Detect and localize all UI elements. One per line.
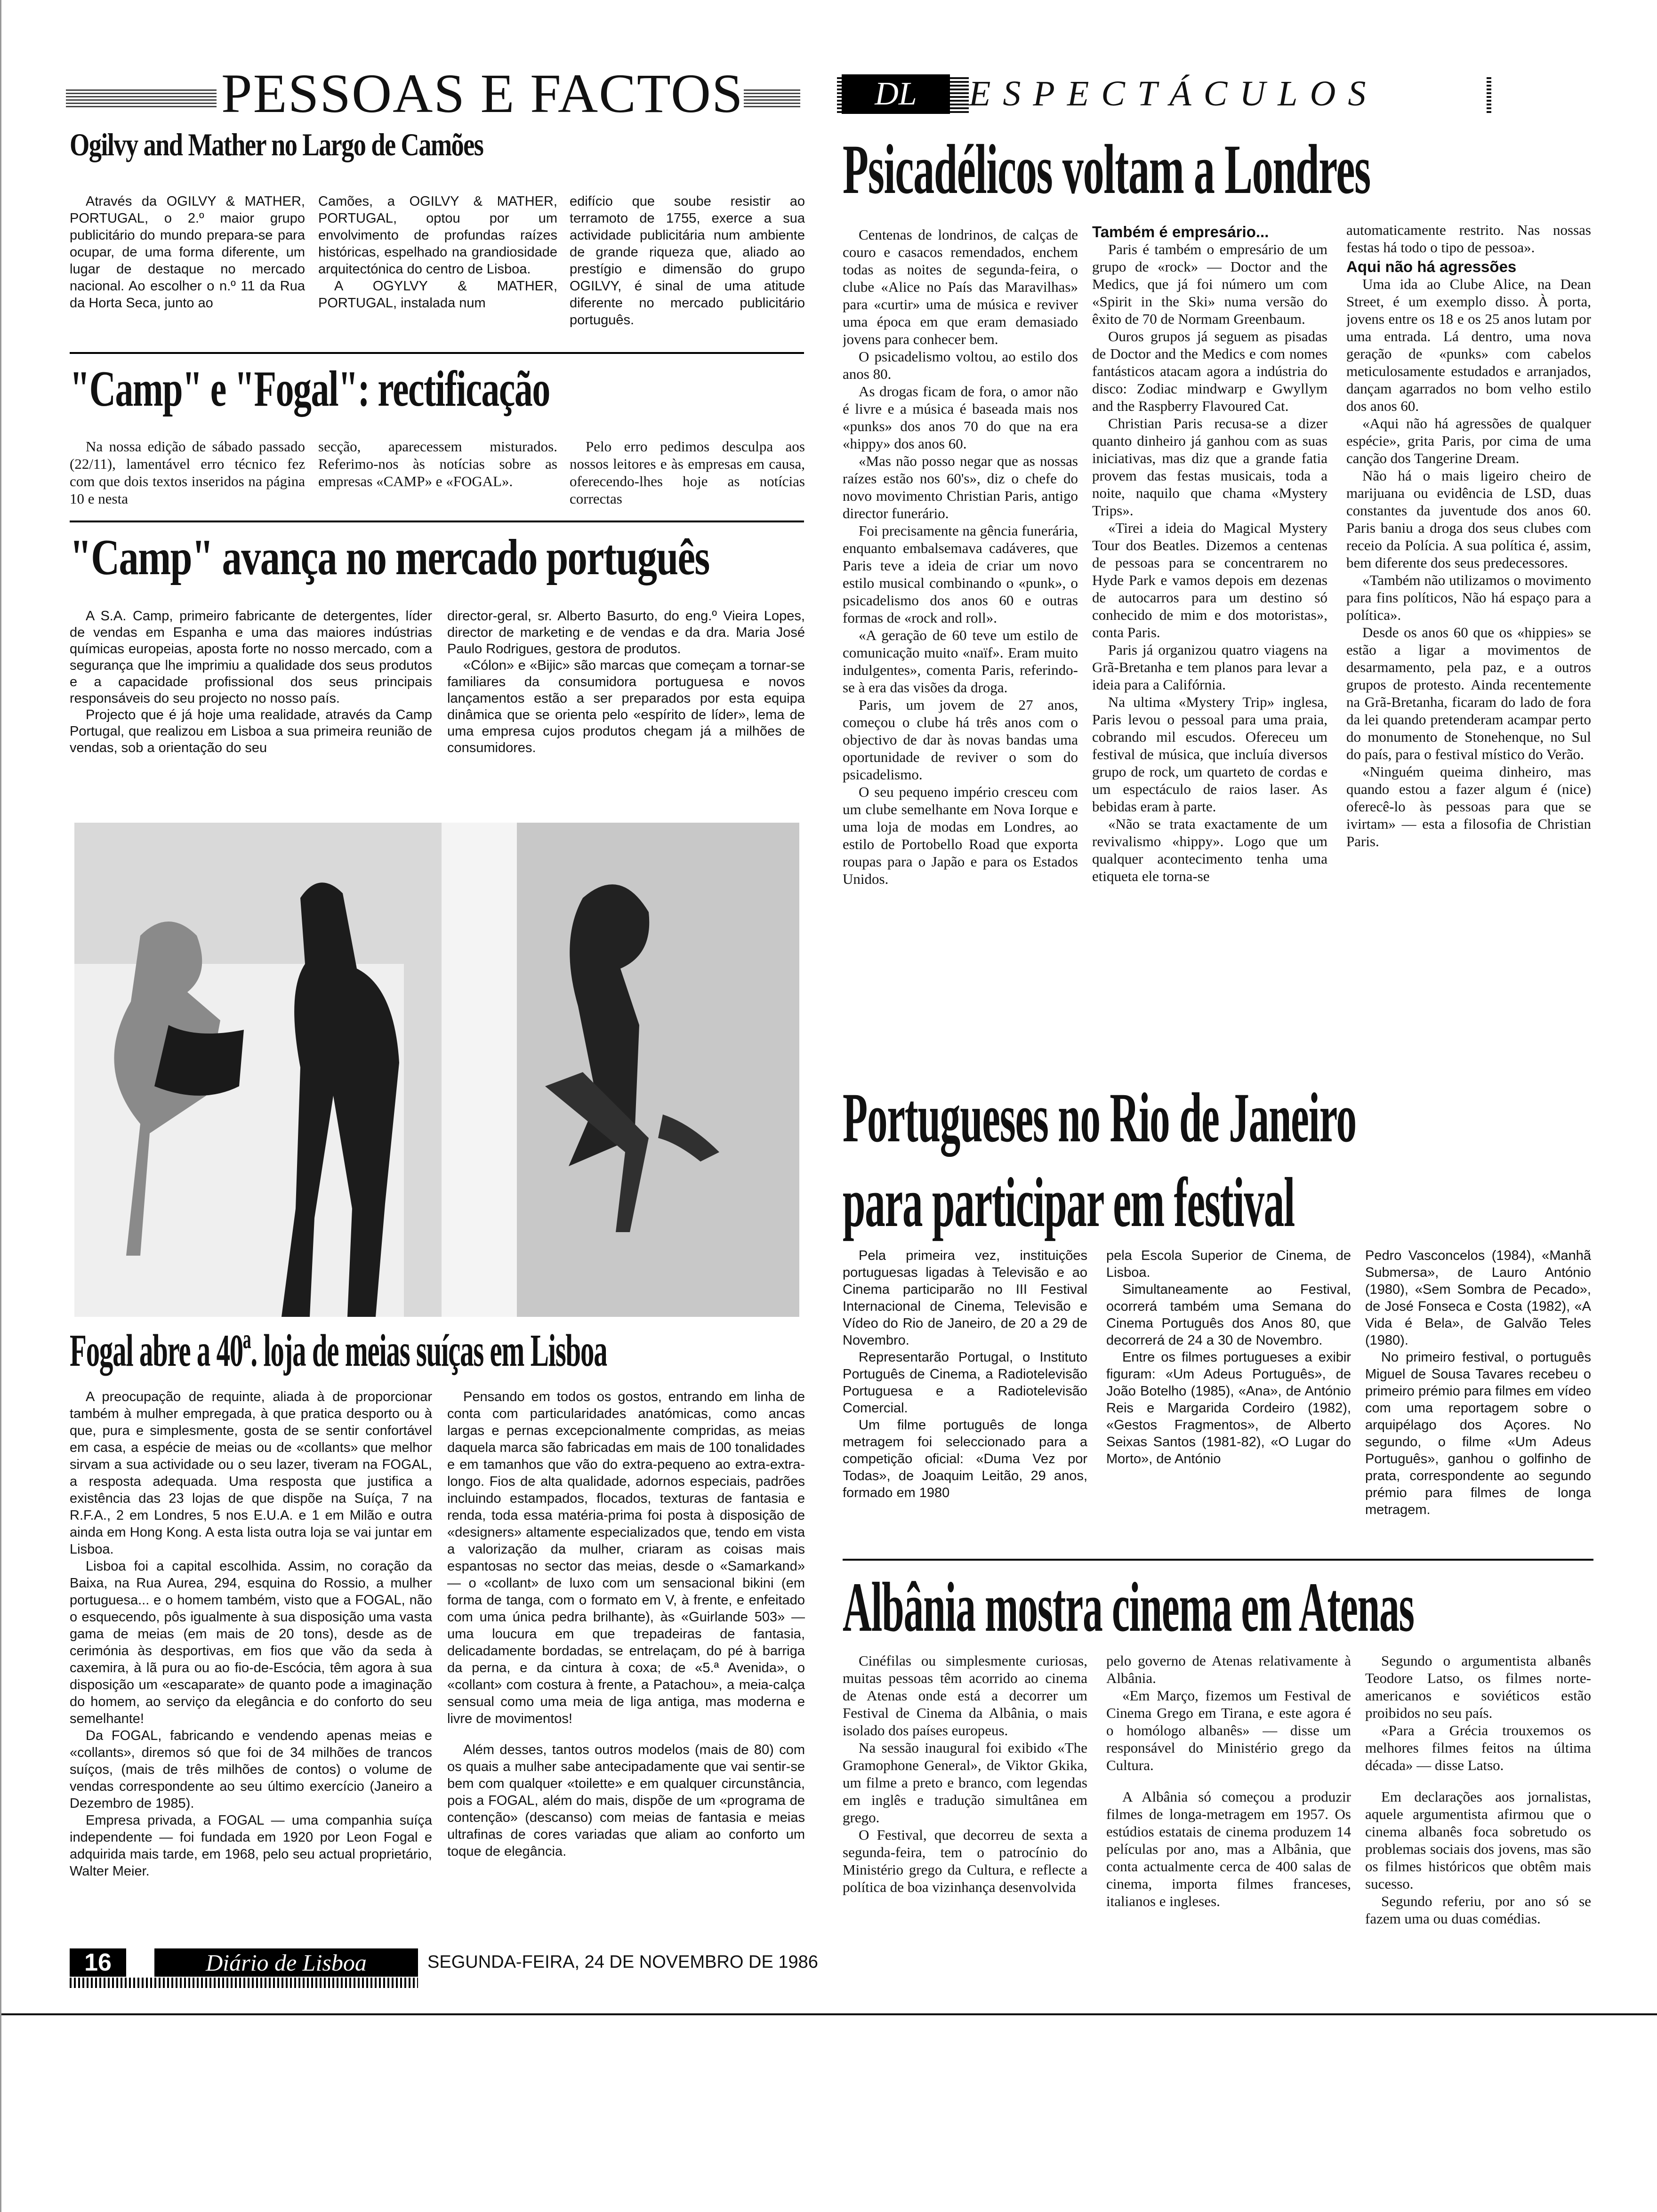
dl-logo-mark: DL [842, 74, 950, 114]
rio-col-1: Pela primeira vez, instituições portuguesas ligadas à Televisão e ao Cinema participarão no III Festival Internacional de Cinema, Televisão e Vídeo do Rio de Janeiro, de 20 a 29 de Novembro. Representarão Portugal, o Instituto Português de Cinema, a Radiotelevisão Portuguesa e a Radiotelevisão Comercial. Um filme português de longa metragem foi seleccionado para a competição oficial: «Duma Vez por Todas», de Joaquim Leitão, 29 anos, formado em 1980 [843, 1248, 1087, 1500]
albania-headline: Albânia mostra cinema em Atenas [843, 1568, 1414, 1646]
albania-col-1: Cinéfilas ou simplesmente curiosas, muitas pessoas têm acorrido ao cinema de Atenas onde está a decorrer um Festival de Cinema da Albânia, o mais isolado dos países europeus. Na sessão inaugural foi exibido «The Gramophone General», de Viktor Gkika, um filme a preto e branco, com legendas em inglês e tradução simultânea em grego. O Festival, que decorreu de sexta a segunda-feira, tem o patrocínio do Ministério grego da Cultura, e reflecte a política de boa vizinhança desenvolvida [843, 1652, 1087, 1895]
footer [70, 1948, 1595, 1991]
camp-col-1: A S.A. Camp, primeiro fabricante de detergentes, líder de vendas em Espanha e uma das maiores indústrias químicas europeias, aposta forte no nosso mercado, com a segurança que lhe imprimiu a qualidade dos seus produtos e a capacidade profissional dos seus principais responsáveis do seu projecto no nosso país. Projecto que é já hoje uma realidade, através da Camp Portugal, que realizou em Lisboa a sua primeira reunião de vendas, sob a orientação do seu [70, 609, 432, 755]
subhead-agressoes: Aqui não há agressões [1346, 258, 1517, 275]
psicadelicos-col-2: Também é empresário... Paris é também o empresário de um grupo de «rock» — Doctor and the Medics, que já foi número um com «Spirit in the Ski» numa versão do êxito de 70 de Normam Greenbaum. Ouros grupos já seguem as pisadas de Doctor and the Medics e com nomes fantásticos atacam agora a indústria do disco: Zodiac mindwarp e Gwyllym and the Raspberry Flavoured Cat. Christian Paris recusa-se a dizer quanto dinheiro já ganhou com as suas iniciativas, mas diz que a grande fatia provem das festas musicais, toda a noite, naquilo que chama «Mystery Trips». «Tirei a ideia do Magical Mystery Tour dos Beatles. Dizemos a centenas de pessoas para se concentrarem no Hyde Park e vamos depois em dezenas de autocarros para um destino só conhecido de mim e dos motoristas», conta Paris. Paris já organizou quatro viagens na Grã-Bretanha e tem planos para levar a ideia para a Califórnia. Na ultima «Mystery Trip» inglesa, Paris levou o pessoal para uma praia, cobrando mil escudos. Ofereceu um festival de música, que incluía diversos grupo de rock, um quarteto de cordas e um espectáculo de raios laser. As bebidas eram à parte. «Não se trata exactamente de um revivalismo «hippy». Logo que um qualquer acontecimento tenha uma etiqueta ele torna-se [1092, 223, 1327, 884]
footer-hatch [70, 1978, 418, 1988]
fogal-photo-illustration [74, 823, 799, 1317]
ogilvy-headline: Ogilvy and Mather no Largo de Camões [70, 127, 483, 162]
ogilvy-col-3: edifício que soube resistir ao terramoto de 1755, exerce a sua actividade publicitária num ambiente de grande riqueza que, aliado ao prestígio e dimensão do grupo OGILVY, é sinal de uma atitude diferente no mercado publicitário português. [570, 194, 805, 328]
rectificacao-col-3: Pelo erro pedimos desculpa aos nossos leitores e às empresas em causa, oferecendo-lhes hoje as notícias correctas [570, 438, 805, 507]
rectificacao-col-1: Na nossa edição de sábado passado (22/11), lamentável erro técnico fez com que dois textos inseridos na página 10 e nesta [70, 438, 305, 507]
psicadelicos-col-1: Centenas de londrinos, de calças de couro e casacos remendados, enchem todas as noites de segunda-feira, o clube «Alice no País das Maravilhas» para «curtir» uma de música e reviver uma época em que eram demasiado jovens para conhecer bem. O psicadelismo voltou, ao estilo dos anos 80. As drogas ficam de fora, o amor não é livre e a música é baseada mais nos «punks» dos anos 70 do que na era «hippy» dos anos 60. «Mas não posso negar que as nossas raízes estão nos 60's», diz o chefe do novo movimento Christian Paris, antigo director funerário. Foi precisamente na gência funerária, enquanto embalsemava cadáveres, que Paris teve a ideia de criar um novo estilo musical combinando o «punk», o psicadelismo dos anos 60 e outras formas de «rock and roll». «A geração de 60 teve um estilo de comunicação muito «naïf». Eram muito indulgentes», comenta Paris, referindo-se à era das visões da droga. Paris, um jovem de 27 anos, começou o clube há três anos com o objectivo de dar às novas bandas uma oportunidade de reviver o som do psicadelismo. O seu pequeno império cresceu com um clube semelhante em Nova Iorque e uma loja de modas em Londres, ao estilo de Portobello Road que exporta roupas para o Japão e para os Estados Unidos. [843, 226, 1078, 887]
ogilvy-col-2: Camões, a OGILVY & MATHER, PORTUGAL, optou por um envolvimento de profundas raízes históricas, espelhado na grandiosidade arquitectónica do centro de Lisboa. A OGYLVY & MATHER, PORTUGAL, instalada num [318, 194, 557, 311]
camp-col-2: director-geral, sr. Alberto Basurto, do eng.º Vieira Lopes, director de marketing e de vendas e da dra. Maria José Paulo Rodrigues, gestora de produtos. «Cólon» e «Bijic» são marcas que começam a tornar-se familiares da consumidora portuguesa e novos lançamentos estão a ser preparados por esta equipa dinâmica que se orienta pelo «espírito de líder», lema de uma empresa cujos produtos chegam já a milhões de consumidores. [447, 609, 805, 755]
fogal-col-1: A preocupação de requinte, aliada à de proporcionar também à mulher empregada, à que pratica desporto ou à que, pura e simplesmente, gosta de se sentir confortável em casa, a espécie de meias ou de «collants» que melhor sirvam a sua actividade ou o seu lazer, tiveram na FOGAL, a resposta adequada. Uma resposta que justifica a existência das 23 lojas de que dispõe na Suíça, 7 na R.F.A., 2 em Londres, 5 nos E.U.A. e 1 em Milão e outra ainda em Hong Kong. A esta lista outra loja se vai juntar em Lisboa. Lisboa foi a capital escolhida. Assim, no coração da Baixa, na Rua Aurea, 294, esquina do Rossio, a mulher portuguesa... e o homem também, visto que a FOGAL, não o esquecendo, pôs igualmente à sua disposição uma vasta gama de meias (em mais de 20 tons), desde as de cerimónia às desportivas, em fios que vão da seda à caxemira, à lã pura ou ao fio-de-Escócia, têm agora à sua disposição um «escaparate» de quanto pode a imaginação do homem, ao serviço da elegância e do conforto do seu semelhante! Da FOGAL, fabricando e vendendo apenas meias e «collants», diremos só que foi de 34 milhões de trancos suíços, (mais de três milhões de contos) o volume de vendas correspondente ao seu último exercício (Janeiro a Dezembro de 1985). Empresa privada, a FOGAL — uma companhia suíça independente — foi fundada em 1920 por Leon Fogal e adquirida mais tarde, em 1968, pelo seu actual proprietário, Walter Meier. [70, 1389, 432, 1879]
albania-col-3: Segundo o argumentista albanês Teodore Latso, os filmes norte-americanos e soviéticos estão proibidos no seu país. «Para a Grécia trouxemos os melhores filmes feitos na última década» — disse Latso. Em declarações aos jornalistas, aquele argumentista afirmou que o cinema albanês foca sobretudo os problemas sociais dos jovens, mas são os filmes históricos que obtêm mais sucesso. Segundo referiu, por ano só se fazem uma ou duas comédias. [1365, 1652, 1591, 1927]
page-number: 16 [70, 1948, 126, 1977]
albania-col-2: pelo governo de Atenas relativamente à Albânia. «Em Março, fizemos um Festival de Cinema Grego em Tirana, e este agora é o homólogo albanês» — disse um responsável do Ministério grego da Cultura. A Albânia só começou a produzir filmes de longa-metragem em 1957. Os estúdios estatais de cinema produzem 14 películas por ano, mas a Albânia, que conta actualmente cerca de 400 salas de cinema, importa filmes franceses, italianos e ingleses. [1106, 1652, 1351, 1909]
hatched-bar-right [744, 88, 800, 107]
camp-headline: "Camp" avança no mercado português [70, 529, 709, 585]
rio-headline-line-1: Portugueses no Rio de Janeiro [843, 1079, 1356, 1157]
issue-date: SEGUNDA-FEIRA, 24 DE NOVEMBRO DE 1986 [427, 1952, 818, 1972]
rectificacao-col-2: secção, aparecessem misturados. Referimo-nos às notícias sobre as empresas «CAMP» e «FOGAL». [318, 438, 557, 489]
rio-headline-line-2: para participar em festival [843, 1163, 1295, 1242]
fogal-headline: Fogal abre a 40ª. loja de meias suíças em Lisboa [70, 1325, 607, 1376]
fogal-col-2: Pensando em todos os gostos, entrando em linha de conta com particularidades anatómicas, como ancas largas e pernas excepcionalmente compridas, as meias daquela marca são fabricadas em mais de 100 tonalidades e em tamanhos que vão do extra-pequeno ao extra-extra-longo. Fios de alta qualidade, adornos especiais, padrões incluindo estampados, flocados, texturas de fantasia e renda, toda essa matéria-prima foi posta à disposição de «designers» altamente especializados que, tendo em vista a valorização da mulher, criaram as coisas mais espantosas no sector das meias, desde o «Samarkand» — o «collant» de luxo com um sensacional bikini (em forma de tanga, com o formato em V, à frente, e enfeitado com uma única pedra brilhante), às «Guirlande 503» — uma loucura em que trepadeiras de fantasia, delicadamente bordadas, se entrelaçam, do pé à barriga da perna, e da cintura à coxa; de «5.ª Avenida», o «collant» com costura à frente, a Patachou», a meia-calça sensual como uma meia de liga antiga, mas moderna e livre de movimentos! Além desses, tantos outros modelos (mais de 80) com os quais a mulher sabe antecipadamente que vai sentir-se bem com qualquer «toilette» e em qualquer circunstância, pois a FOGAL, além do mais, dispõe de um «programa de contenção» (descanso) com meias de fantasia e meias ultrafinas de cores variadas que aliam ao conforto um toque de elegância. [447, 1389, 805, 1859]
rio-col-3: Pedro Vasconcelos (1984), «Manhã Submersa», de Lauro António (1980), «Sem Sombra de Pecado», de José Fonseca e Costa (1982), «A Vida é Bela», de Galvão Teles (1980). No primeiro festival, o português Miguel de Sousa Tavares recebeu o primeiro prémio para filmes em vídeo com uma reportagem sobre o arquipélago dos Açores. No segundo, o filme «Um Adeus Português», ganhou o golfinho de prata, correspondente ao segundo prémio para filmes de longa metragem. [1365, 1248, 1591, 1517]
rectificacao-headline: "Camp" e "Fogal": rectificação [70, 361, 550, 417]
left-section-header [66, 63, 803, 124]
section-title-pessoas-factos: PESSOAS E FACTOS [221, 63, 744, 124]
section-title-espectaculos: ESPECTÁCULOS [969, 73, 1487, 114]
divider [843, 1559, 1593, 1561]
bottom-rule [0, 2013, 1657, 2015]
divider [70, 352, 804, 354]
rio-col-2: pela Escola Superior de Cinema, de Lisboa. Simultaneamente ao Festival, ocorrerá também uma Semana do Cinema Português dos Anos 80, que decorrerá de 24 a 30 de Novembro. Entre os filmes portugueses a exibir figuram: «Um Adeus Português», de João Botelho (1985), «Ana», de António Reis e Margarida Cordeiro (1982), «Gestos Fragmentos», de Alberto Seixas Santos (1981-82), «O Lugar do Morto», de António [1106, 1248, 1351, 1467]
ogilvy-col-1: Através da OGILVY & MATHER, PORTUGAL, o 2.º maior grupo publicitário do mundo prepara-se para ocupar, de uma forma diferente, um lugar de destaque no mercado nacional. Ao escolher o n.º 11 da Rua da Horta Seca, junto ao [70, 194, 305, 311]
right-section-header [837, 71, 1491, 118]
masthead: Diário de Lisboa [154, 1948, 418, 1977]
divider [70, 521, 804, 522]
left-margin-rule [0, 0, 1, 2212]
hatched-bar-left [66, 88, 217, 107]
psicadelicos-col-3: automaticamente restrito. Nas nossas festas há todo o tipo de pessoa». Aqui não há agressões Uma ida ao Clube Alice, na Dean Street, é um exemplo disso. À porta, jovens entre os 18 e os 25 anos lutam por uma entrada. Lá dentro, uma nova geração de «punks» com cabelos meticulosamente estudados e arranjados, dançam agarrados no bom velho estilo dos anos 60. «Aqui não há agressões de qualquer espécie», grita Paris, por cima de uma canção dos Tangerine Dream. Não há o mais ligeiro cheiro de marijuana ou evidência de LSD, duas constantes da juventude dos anos 60. Paris baniu a droga dos seus clubes com receio da Polícia. A sua política é, assim, bem diferente dos seus predecessores. «Também não utilizamos o movimento para fins políticos, Não há espaço para a política». Desde os anos 60 que os «hippies» se estão a ligar a movimentos de desarmamento, pela paz, e a outros grupos de protesto. Ainda recentemente na Grã-Bretanha, ficaram do lado de fora da lei quando pretenderam acampar perto do monumento de Stonehenque, no Sul do país, para o festival místico do Verão. «Ninguém queima dinheiro, mas quando estou a fazer algum é (nice) oferecê-lo às pessoas para que se ivirtam» — esta a filosofia de Christian Paris. [1346, 222, 1591, 850]
subhead-empresario: Também é empresário... [1092, 223, 1269, 240]
fogal-photo [74, 823, 799, 1317]
psicadelicos-headline: Psicadélicos voltam a Londres [843, 130, 1371, 208]
